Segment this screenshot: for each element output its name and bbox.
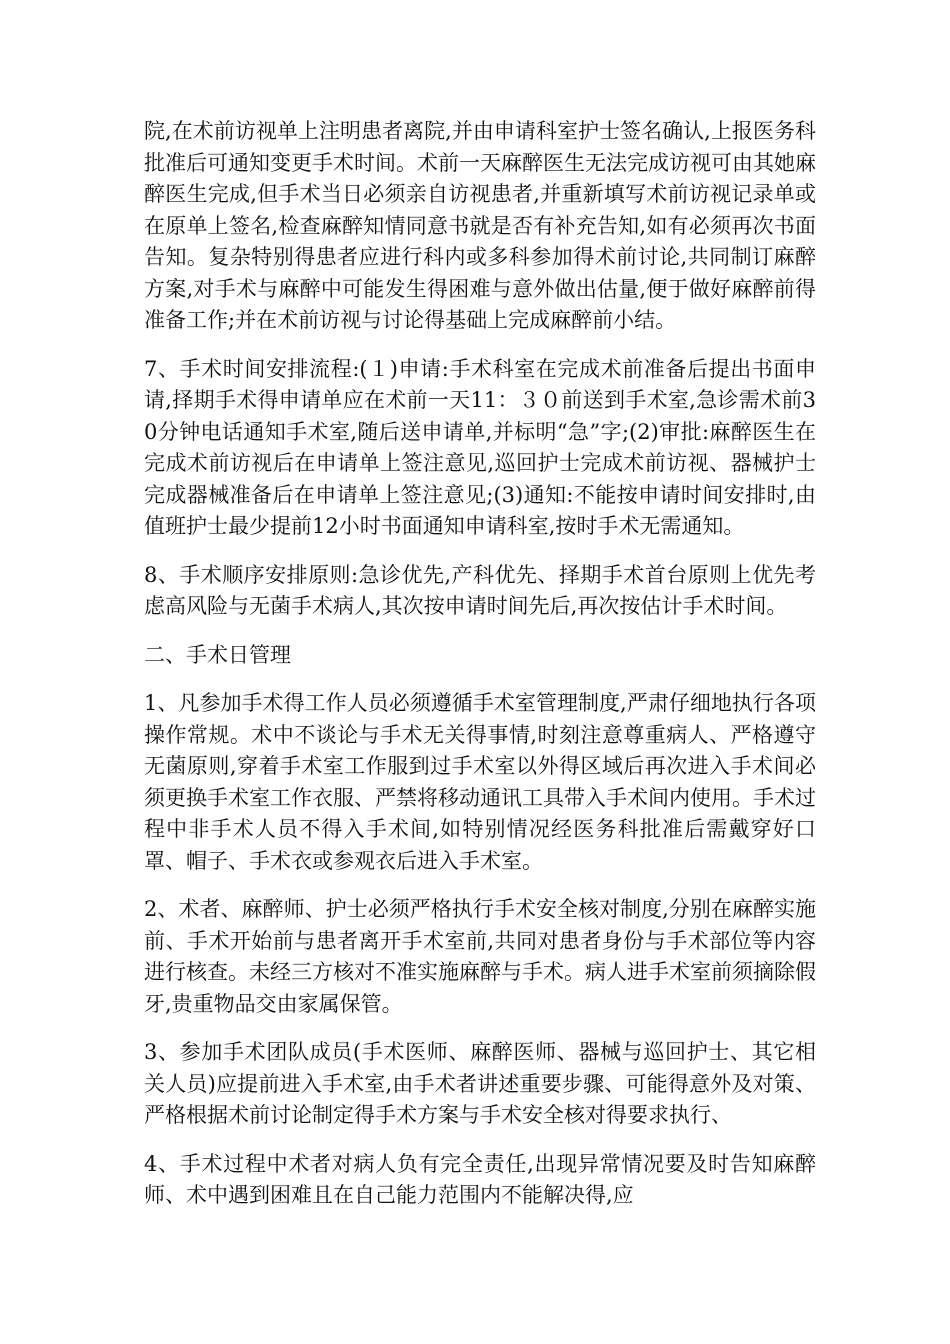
document-body — [144, 116, 816, 1229]
paragraph-scheduling-process: 7、手术时间安排流程:(１)申请:手术科室在完成术前准备后提出书面申请,择期手术得申请单应在术前一天11：３０前送到手术室,急诊需术前30分钟电话通知手术室,随后送申请单,并标明“急”字;(2)审批:麻醉医生在完成术前访视后在申请单上签注意见,巡回护士完成术前访视、器械护士完成器械准备后在申请单上签注意见;(3)通知:不能按申请时间安排时,由值班护士最少提前12小时书面通知申请科室,按时手术无需通知。 — [144, 356, 816, 538]
paragraph-order-principles: 8、手术顺序安排原则:急诊优先,产科优先、择期手术首台原则上优先考虑高风险与无菌手术病人,其次按申请时间先后,再次按估计手术时间。 — [144, 562, 816, 618]
paragraph-rule-2: 2、术者、麻醉师、护士必须严格执行手术安全核对制度,分别在麻醉实施前、手术开始前与患者离开手术室前,共同对患者身份与手术部位等内容进行核查。未经三方核对不准实施麻醉与手术。病人进手术室前须摘除假牙,贵重物品交由家属保管。 — [144, 897, 816, 1016]
section-heading-surgery-day: 二、手术日管理 — [144, 642, 291, 667]
paragraph-rule-4: 4、手术过程中术者对病人负有完全责任,出现异常情况要及时告知麻醉师、术中遇到困难且在自己能力范围内不能解决得,应 — [144, 1151, 816, 1207]
paragraph-preop-visit: 院,在术前访视单上注明患者离院,并由申请科室护士签名确认,上报医务科批准后可通知变更手术时间。术前一天麻醉医生无法完成访视可由其她麻醉医生完成,但手术当日必须亲自访视患者,并重新填写术前访视记录单或在原单上签名,检查麻醉知情同意书就是否有补充告知,如有必须再次书面告知。复杂特别得患者应进行科内或多科参加得术前讨论,共同制订麻醉方案,对手术与麻醉中可能发生得困难与意外做出估量,便于做好麻醉前得准备工作;并在术前访视与讨论得基础上完成麻醉前小结。 — [144, 119, 816, 332]
paragraph-rule-3: 3、参加手术团队成员(手术医师、麻醉医师、器械与巡回护士、其它相关人员)应提前进入手术室,由手术者讲述重要步骤、可能得意外及对策、严格根据术前讨论制定得手术方案与手术安全核对得要求执行、 — [144, 1040, 816, 1127]
paragraph-rule-1: 1、凡参加手术得工作人员必须遵循手术室管理制度,严肃仔细地执行各项操作常规。术中不谈论与手术无关得事情,时刻注意尊重病人、严格遵守无菌原则,穿着手术室工作服到过手术室以外得区域后再次进入手术间必须更换手术室工作衣服、严禁将移动通讯工具带入手术间内使用。手术过程中非手术人员不得入手术间,如特别情况经医务科批准后需戴穿好口罩、帽子、手术衣或参观衣后进入手术室。 — [144, 691, 816, 873]
